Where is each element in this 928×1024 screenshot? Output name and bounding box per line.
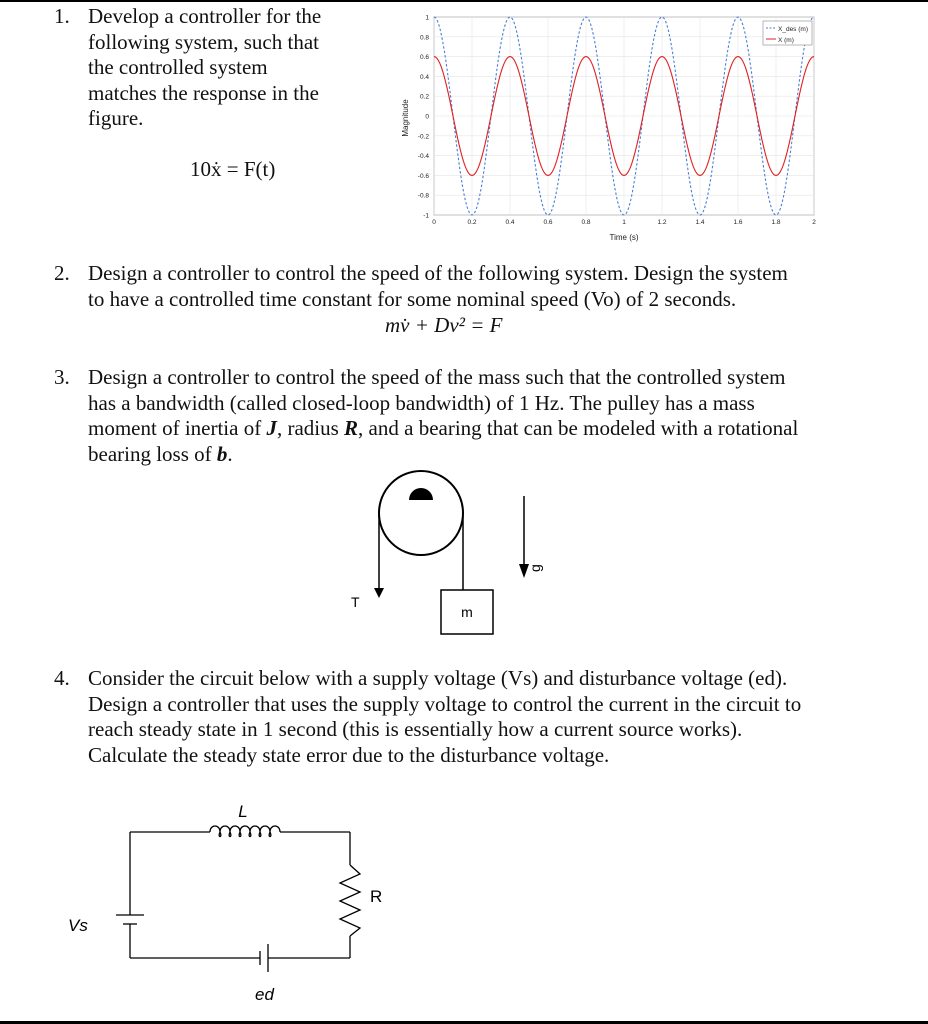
inductor-label: L xyxy=(238,802,248,821)
q2-line-2: to have a controlled time constant for some nominal speed (Vo) of 2 seconds. xyxy=(88,286,737,311)
circuit-diagram xyxy=(60,790,400,1015)
tension-label: T xyxy=(351,594,360,610)
q3-var-R: R xyxy=(344,416,359,440)
mass-label: m xyxy=(461,604,473,620)
q3-line-3 xyxy=(88,416,798,442)
chart-ytick-label: -1 xyxy=(423,212,429,220)
resistor-label: R xyxy=(370,887,383,906)
resistor-zigzag xyxy=(340,865,360,936)
q3-line-2: has a bandwidth (called closed-loop bandwidth) of 1 Hz. The pulley has a mass xyxy=(88,390,755,415)
q1-line-2: following system, such that xyxy=(88,29,319,54)
q3-line-4-c: . xyxy=(227,441,233,466)
chart-xtick-label: 2 xyxy=(812,219,816,226)
response-chart xyxy=(392,6,828,246)
chart-xtick-label: 0.6 xyxy=(543,219,553,226)
pulley-diagram xyxy=(330,460,590,640)
q3-line-3-b: , radius xyxy=(276,416,345,440)
source-label: Vs xyxy=(68,916,88,935)
q3-line-3-a: moment of inertia of xyxy=(88,416,267,440)
q1-equation: 10ẋ = F(t) xyxy=(190,157,276,181)
chart-xtick-label: 0 xyxy=(432,219,436,226)
pulley-wheel xyxy=(379,471,463,555)
chart-ytick-label: 0.6 xyxy=(419,54,429,62)
chart-ytick-label: -0.4 xyxy=(417,153,429,161)
chart-xtick-label: 1.4 xyxy=(695,219,705,226)
tension-arrow xyxy=(374,588,384,598)
q2-equation: mv̇ + Dv² = F xyxy=(385,313,503,337)
q2-line-1: Design a controller to control the speed of the following system. Design the system xyxy=(88,261,788,285)
q1-line-4: matches the response in the xyxy=(88,80,319,105)
q3-line-3-c: , and a bearing that can be modeled with a rotational xyxy=(358,416,799,440)
chart-xtick-label: 0.2 xyxy=(467,219,477,226)
q3-var-b: b xyxy=(216,441,228,466)
inductor-coil xyxy=(210,826,280,832)
chart-xtick-label: 1 xyxy=(622,219,626,226)
q1-line-3: the controlled system xyxy=(88,55,268,79)
chart-ytick-label: 0.4 xyxy=(419,73,429,81)
chart-xtick-label: 1.8 xyxy=(771,219,781,226)
q1-line-5: figure. xyxy=(88,106,144,130)
q1-line-1: Develop a controller for the xyxy=(88,4,322,28)
q3-line-4-a: bearing loss of xyxy=(88,441,217,466)
q4-number: 4. xyxy=(54,666,70,690)
chart-xtick-label: 1.2 xyxy=(657,219,667,226)
chart-xlabel: Time (s) xyxy=(609,233,639,242)
chart-ytick-label: 1 xyxy=(425,14,429,22)
gravity-label: g xyxy=(527,564,543,572)
chart-xtick-label: 0.4 xyxy=(505,219,515,226)
disturbance-label: ed xyxy=(255,985,274,1004)
chart-legend xyxy=(763,21,812,45)
q4-line-4: Calculate the steady state error due to the disturbance voltage. xyxy=(88,742,610,767)
chart-ylabel: Magnitude xyxy=(401,99,410,137)
q3-number: 3. xyxy=(54,365,70,389)
q2-number: 2. xyxy=(54,261,70,285)
q3-line-1: Design a controller to control the speed of the mass such that the controlled system xyxy=(88,365,786,389)
q4-line-3: reach steady state in 1 second (this is essentially how a current source works). xyxy=(88,717,743,741)
chart-ytick-label: 0 xyxy=(425,113,429,121)
chart-ytick-label: 0.8 xyxy=(419,34,429,42)
top-border xyxy=(0,0,928,2)
legend-label-x: X (m) xyxy=(778,37,794,44)
legend-label-xdes: X_des (m) xyxy=(778,26,808,33)
q1-number: 1. xyxy=(54,4,70,28)
chart-ytick-label: -0.8 xyxy=(417,192,429,200)
chart-ytick-label: -0.2 xyxy=(417,133,429,141)
chart-xtick-label: 0.8 xyxy=(581,219,591,226)
q4-line-2: Design a controller that uses the supply voltage to control the current in the circuit to xyxy=(88,691,802,716)
q3-line-4 xyxy=(88,442,233,468)
q3-var-J: J xyxy=(266,416,277,440)
chart-ytick-label: 0.2 xyxy=(419,93,429,101)
chart-xtick-label: 1.6 xyxy=(733,219,743,226)
chart-ytick-label: -0.6 xyxy=(417,172,429,180)
q4-line-1: Consider the circuit below with a supply voltage (Vs) and disturbance voltage (ed). xyxy=(88,666,788,690)
pulley-bearing xyxy=(409,488,433,500)
